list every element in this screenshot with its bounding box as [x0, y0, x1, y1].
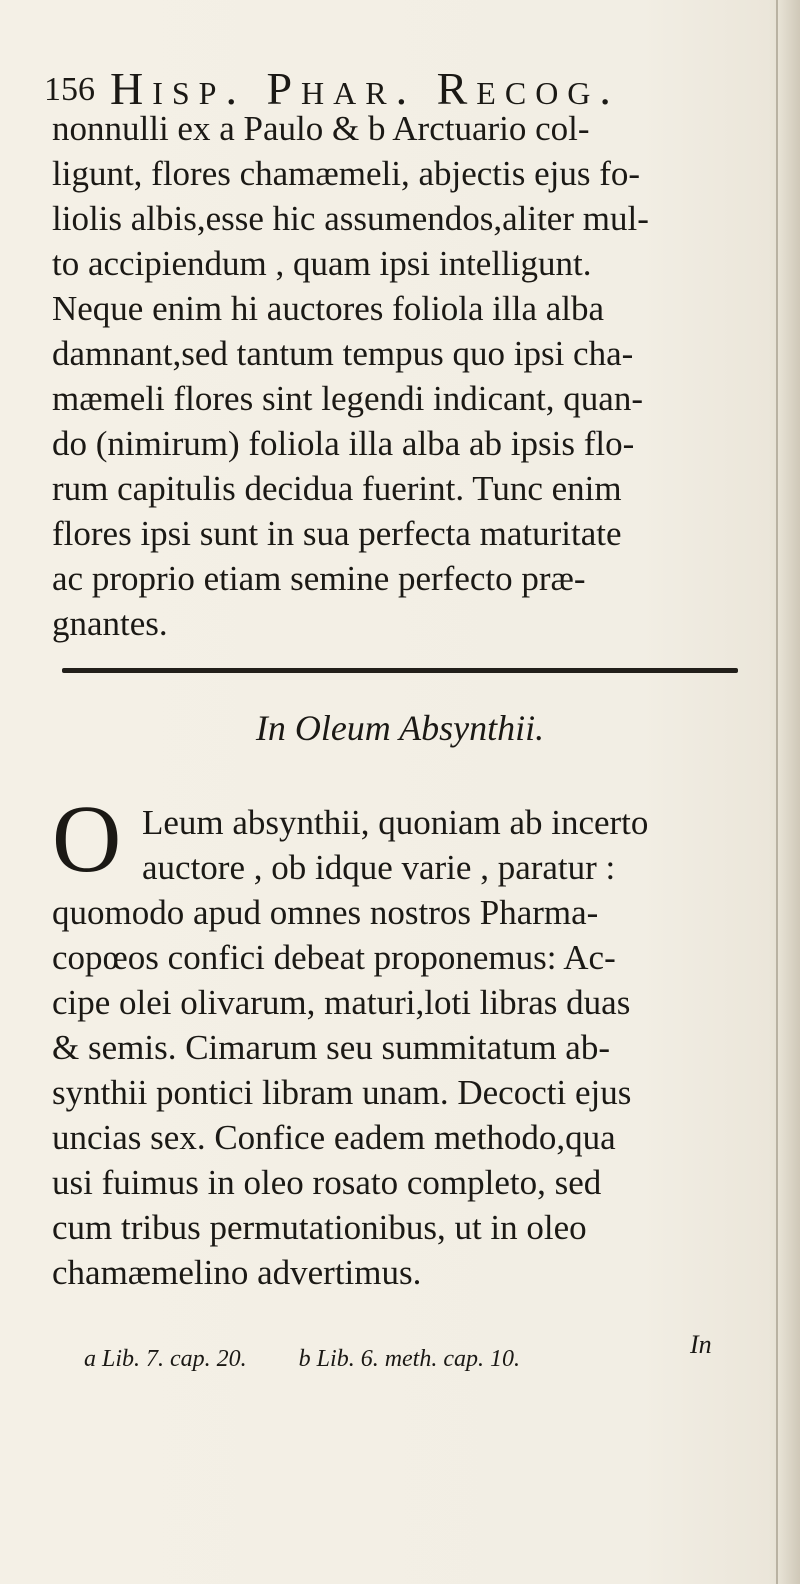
- text-line: to accipiendum , quam ipsi intelligunt.: [52, 244, 592, 283]
- footnotes: [84, 1344, 724, 1374]
- section-title: In Oleum Absynthii.: [255, 708, 545, 748]
- text-line: gnantes.: [52, 604, 168, 643]
- page-number: 156: [44, 71, 95, 108]
- text-line: nonnulli ex a Paulo & b Arctuario col-: [52, 109, 590, 148]
- text-line: uncias sex. Confice eadem methodo,qua: [52, 1118, 616, 1157]
- footnote-b: b Lib. 6. meth. cap. 10.: [298, 1346, 520, 1372]
- paragraph-2: [52, 800, 742, 1295]
- text-line: liolis albis,esse hic assumendos,aliter mul-: [52, 199, 649, 238]
- page-edge: [776, 0, 800, 1584]
- text-line: usi fuimus in oleo rosato completo, sed: [52, 1163, 602, 1202]
- text-line: auctore , ob idque varie , paratur :: [142, 848, 616, 887]
- footnote-a: a Lib. 7. cap. 20.: [84, 1346, 247, 1372]
- text-line: rum capitulis decidua fuerint. Tunc enim: [52, 469, 622, 508]
- paragraph-1: [52, 106, 742, 646]
- text-line: damnant,sed tantum tempus quo ipsi cha-: [52, 334, 634, 373]
- text-line: flores ipsi sunt in sua perfecta maturitate: [52, 514, 622, 553]
- text-line: & semis. Cimarum seu summitatum ab-: [52, 1028, 611, 1067]
- text-line: synthii pontici libram unam. Decocti ejus: [52, 1073, 632, 1112]
- section-divider-rule: [62, 668, 738, 673]
- text-line: ligunt, flores chamæmeli, abjectis ejus fo-: [52, 154, 641, 193]
- text-line: copœos confici debeat proponemus: Ac-: [52, 938, 616, 977]
- text-line: cipe olei olivarum, maturi,loti libras duas: [52, 983, 631, 1022]
- text-line: chamæmelino advertimus.: [52, 1253, 422, 1292]
- text-line: Leum absynthii, quoniam ab incerto: [142, 803, 649, 842]
- text-line: cum tribus permutationibus, ut in oleo: [52, 1208, 587, 1247]
- text-line: Neque enim hi auctores foliola illa alba: [52, 289, 605, 328]
- drop-cap: O: [52, 785, 122, 892]
- running-title: Hisp. Phar. Recog.: [110, 63, 620, 114]
- text-line: quomodo apud omnes nostros Pharma-: [52, 893, 599, 932]
- text-line: ac proprio etiam semine perfecto præ-: [52, 559, 586, 598]
- catchword: In: [690, 1330, 712, 1359]
- text-line: do (nimirum) foliola illa alba ab ipsis flo-: [52, 424, 635, 463]
- text-line: mæmeli flores sint legendi indicant, quan-: [52, 379, 643, 418]
